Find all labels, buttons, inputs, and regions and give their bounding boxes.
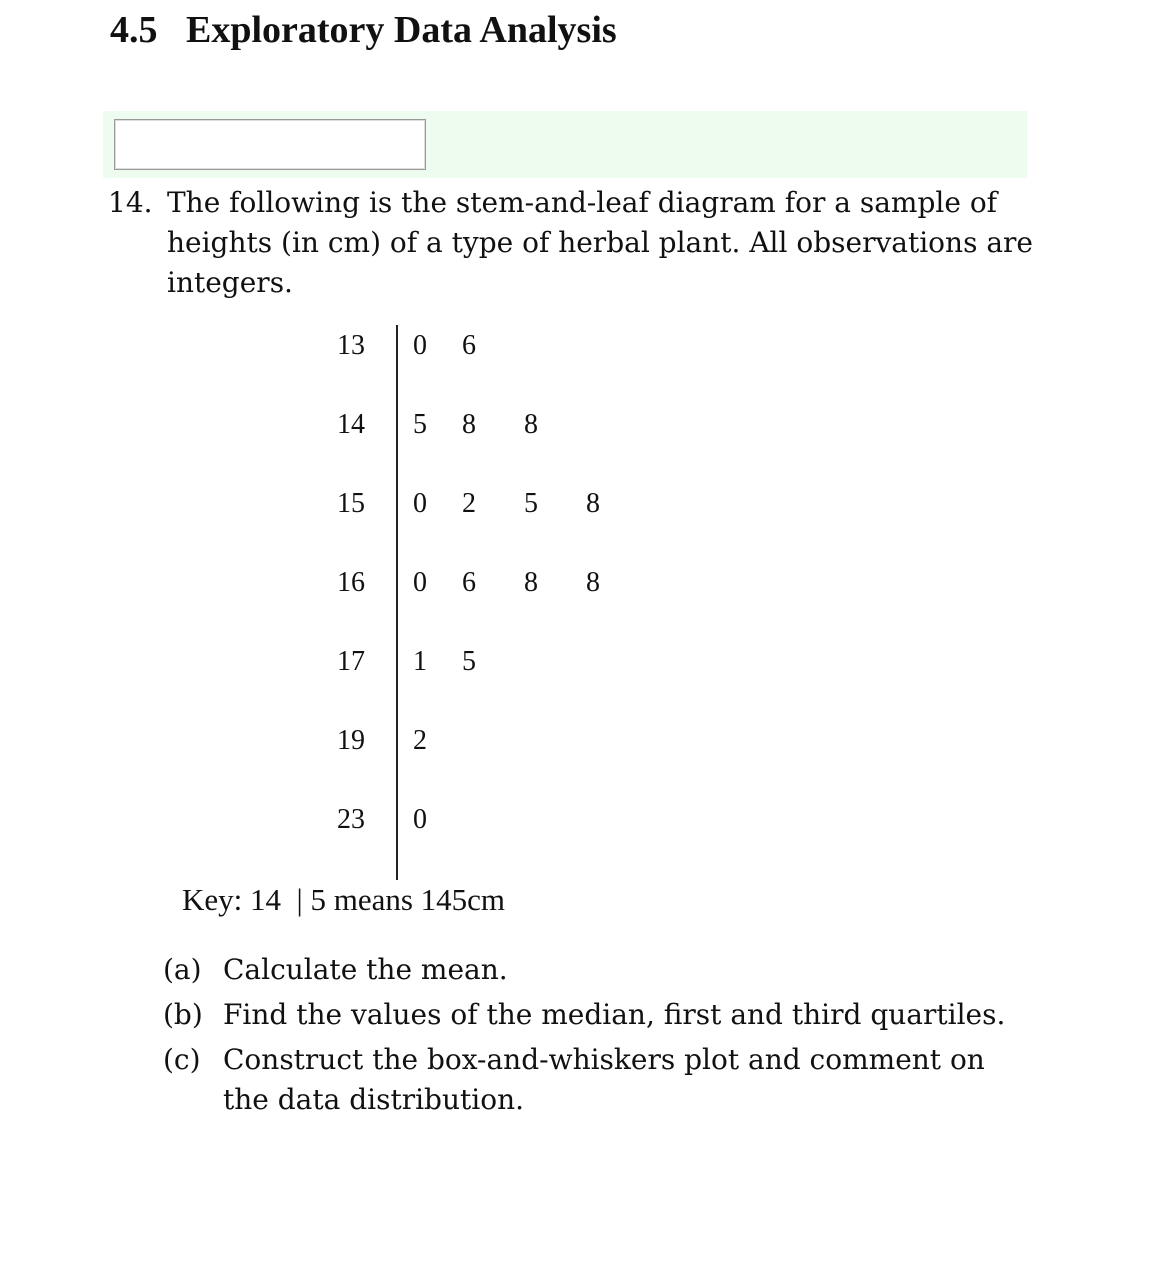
leaf-value: 2 — [413, 725, 427, 756]
leaf-value: 2 — [462, 488, 476, 519]
stem-value: 14 — [337, 409, 365, 440]
stem-divider-line — [396, 325, 398, 880]
diagram-key: Key: 14 | 5 means 145cm — [182, 882, 506, 917]
answer-input-box[interactable] — [114, 119, 426, 170]
part-a-text: Calculate the mean. — [223, 953, 508, 986]
leaf-value: 6 — [462, 330, 476, 361]
leaf-value: 6 — [462, 567, 476, 598]
leaf-value: 8 — [586, 567, 600, 598]
leaf-value: 1 — [413, 646, 427, 677]
part-c-text-cont: the data distribution. — [223, 1083, 525, 1116]
section-title: 4.5 Exploratory Data Analysis — [110, 9, 617, 51]
part-c-label: (c) — [163, 1043, 201, 1076]
leaf-value: 0 — [413, 488, 427, 519]
leaf-value: 8 — [524, 409, 538, 440]
stem-value: 19 — [337, 725, 365, 756]
part-b-text: Find the values of the median, first and third quartiles. — [223, 998, 1006, 1031]
leaf-value: 8 — [586, 488, 600, 519]
stem-value: 16 — [337, 567, 365, 598]
part-c-text: Construct the box-and-whiskers plot and comment on — [223, 1043, 985, 1076]
leaf-value: 8 — [462, 409, 476, 440]
stem-value: 17 — [337, 646, 365, 677]
stem-value: 13 — [337, 330, 365, 361]
leaf-value: 0 — [413, 330, 427, 361]
stem-value: 15 — [337, 488, 365, 519]
question-number: 14. — [108, 186, 153, 219]
part-b-label: (b) — [163, 998, 203, 1031]
leaf-value: 8 — [524, 567, 538, 598]
leaf-value: 5 — [462, 646, 476, 677]
question-text: The following is the stem-and-leaf diagram for a sample of heights (in cm) of a type of herbal plant. All observations are integers. — [167, 186, 1033, 299]
leaf-value: 0 — [413, 567, 427, 598]
stem-value: 23 — [337, 804, 365, 835]
leaf-value: 0 — [413, 804, 427, 835]
part-a-label: (a) — [163, 953, 202, 986]
leaf-value: 5 — [413, 409, 427, 440]
leaf-value: 5 — [524, 488, 538, 519]
